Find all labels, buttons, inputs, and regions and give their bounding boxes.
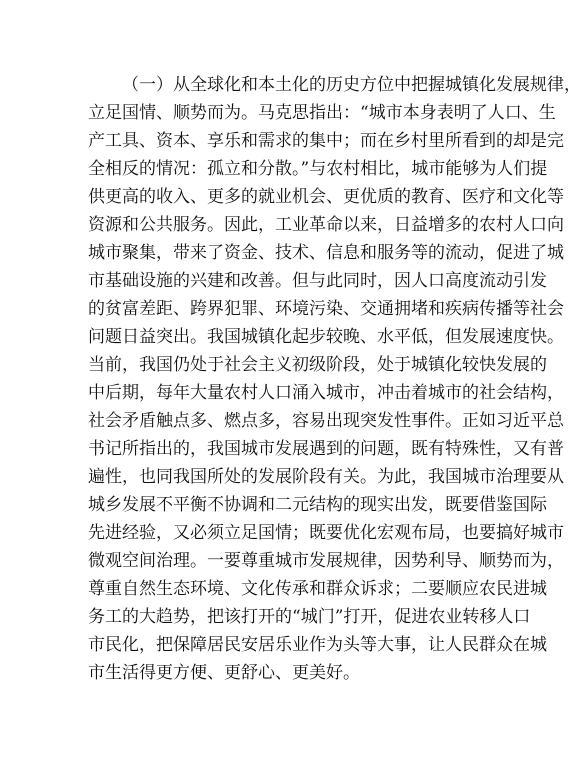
paragraph-line: 务工的大趋势，把该打开的“城门”打开，促进农业转移人口: [88, 607, 531, 627]
paragraph-line: 社会矛盾触点多、燃点多，容易出现突发性事件。正如习近平总: [88, 411, 564, 431]
paragraph-line: 市生活得更方便、更舒心、更美好。: [88, 663, 360, 683]
body-paragraph: [88, 71, 581, 687]
paragraph-line: 城乡发展不平衡不协调和二元结构的现实出发，既要借鉴国际: [88, 495, 547, 515]
paragraph-line: 供更高的收入、更多的就业机会、更优质的教育、医疗和文化等: [88, 187, 564, 207]
paragraph-line: 遍性，也同我国所处的发展阶段有关。为此，我国城市治理要从: [88, 467, 564, 487]
paragraph-line: 资源和公共服务。因此，工业革命以来，日益增多的农村人口向: [88, 215, 564, 235]
paragraph-line: （一）从全球化和本土化的历史方位中把握城镇化发展规律，: [122, 75, 581, 95]
paragraph-line: 先进经验，又必须立足国情；既要优化宏观布局，也要搞好城市: [88, 523, 564, 543]
paragraph-line: 产工具、资本、享乐和需求的集中；而在乡村里所看到的却是完: [88, 131, 564, 151]
paragraph-line: 市民化，把保障居民安居乐业作为头等大事，让人民群众在城: [88, 635, 547, 655]
paragraph-line: 尊重自然生态环境、文化传承和群众诉求；二要顺应农民进城: [88, 579, 547, 599]
paragraph-line: 市基础设施的兴建和改善。但与此同时，因人口高度流动引发: [88, 271, 547, 291]
paragraph-line: 城市聚集，带来了资金、技术、信息和服务等的流动，促进了城: [88, 243, 564, 263]
paragraph-line: 全相反的情况：孤立和分散。”与农村相比，城市能够为人们提: [88, 159, 548, 179]
paragraph-line: 立足国情、顺势而为。马克思指出：“城市本身表明了人口、生: [88, 103, 556, 123]
paragraph-line: 书记所指出的，我国城市发展遇到的问题，既有特殊性，又有普: [88, 439, 564, 459]
paragraph-line: 当前，我国仍处于社会主义初级阶段，处于城镇化较快发展的: [88, 355, 547, 375]
paragraph-line: 中后期，每年大量农村人口涌入城市，冲击着城市的社会结构，: [88, 383, 564, 403]
paragraph-line: 问题日益突出。我国城镇化起步较晚、水平低，但发展速度快。: [88, 327, 564, 347]
paragraph-line: 的贫富差距、跨界犯罪、环境污染、交通拥堵和疾病传播等社会: [88, 299, 564, 319]
paragraph-line: 微观空间治理。一要尊重城市发展规律，因势利导、顺势而为，: [88, 551, 564, 571]
